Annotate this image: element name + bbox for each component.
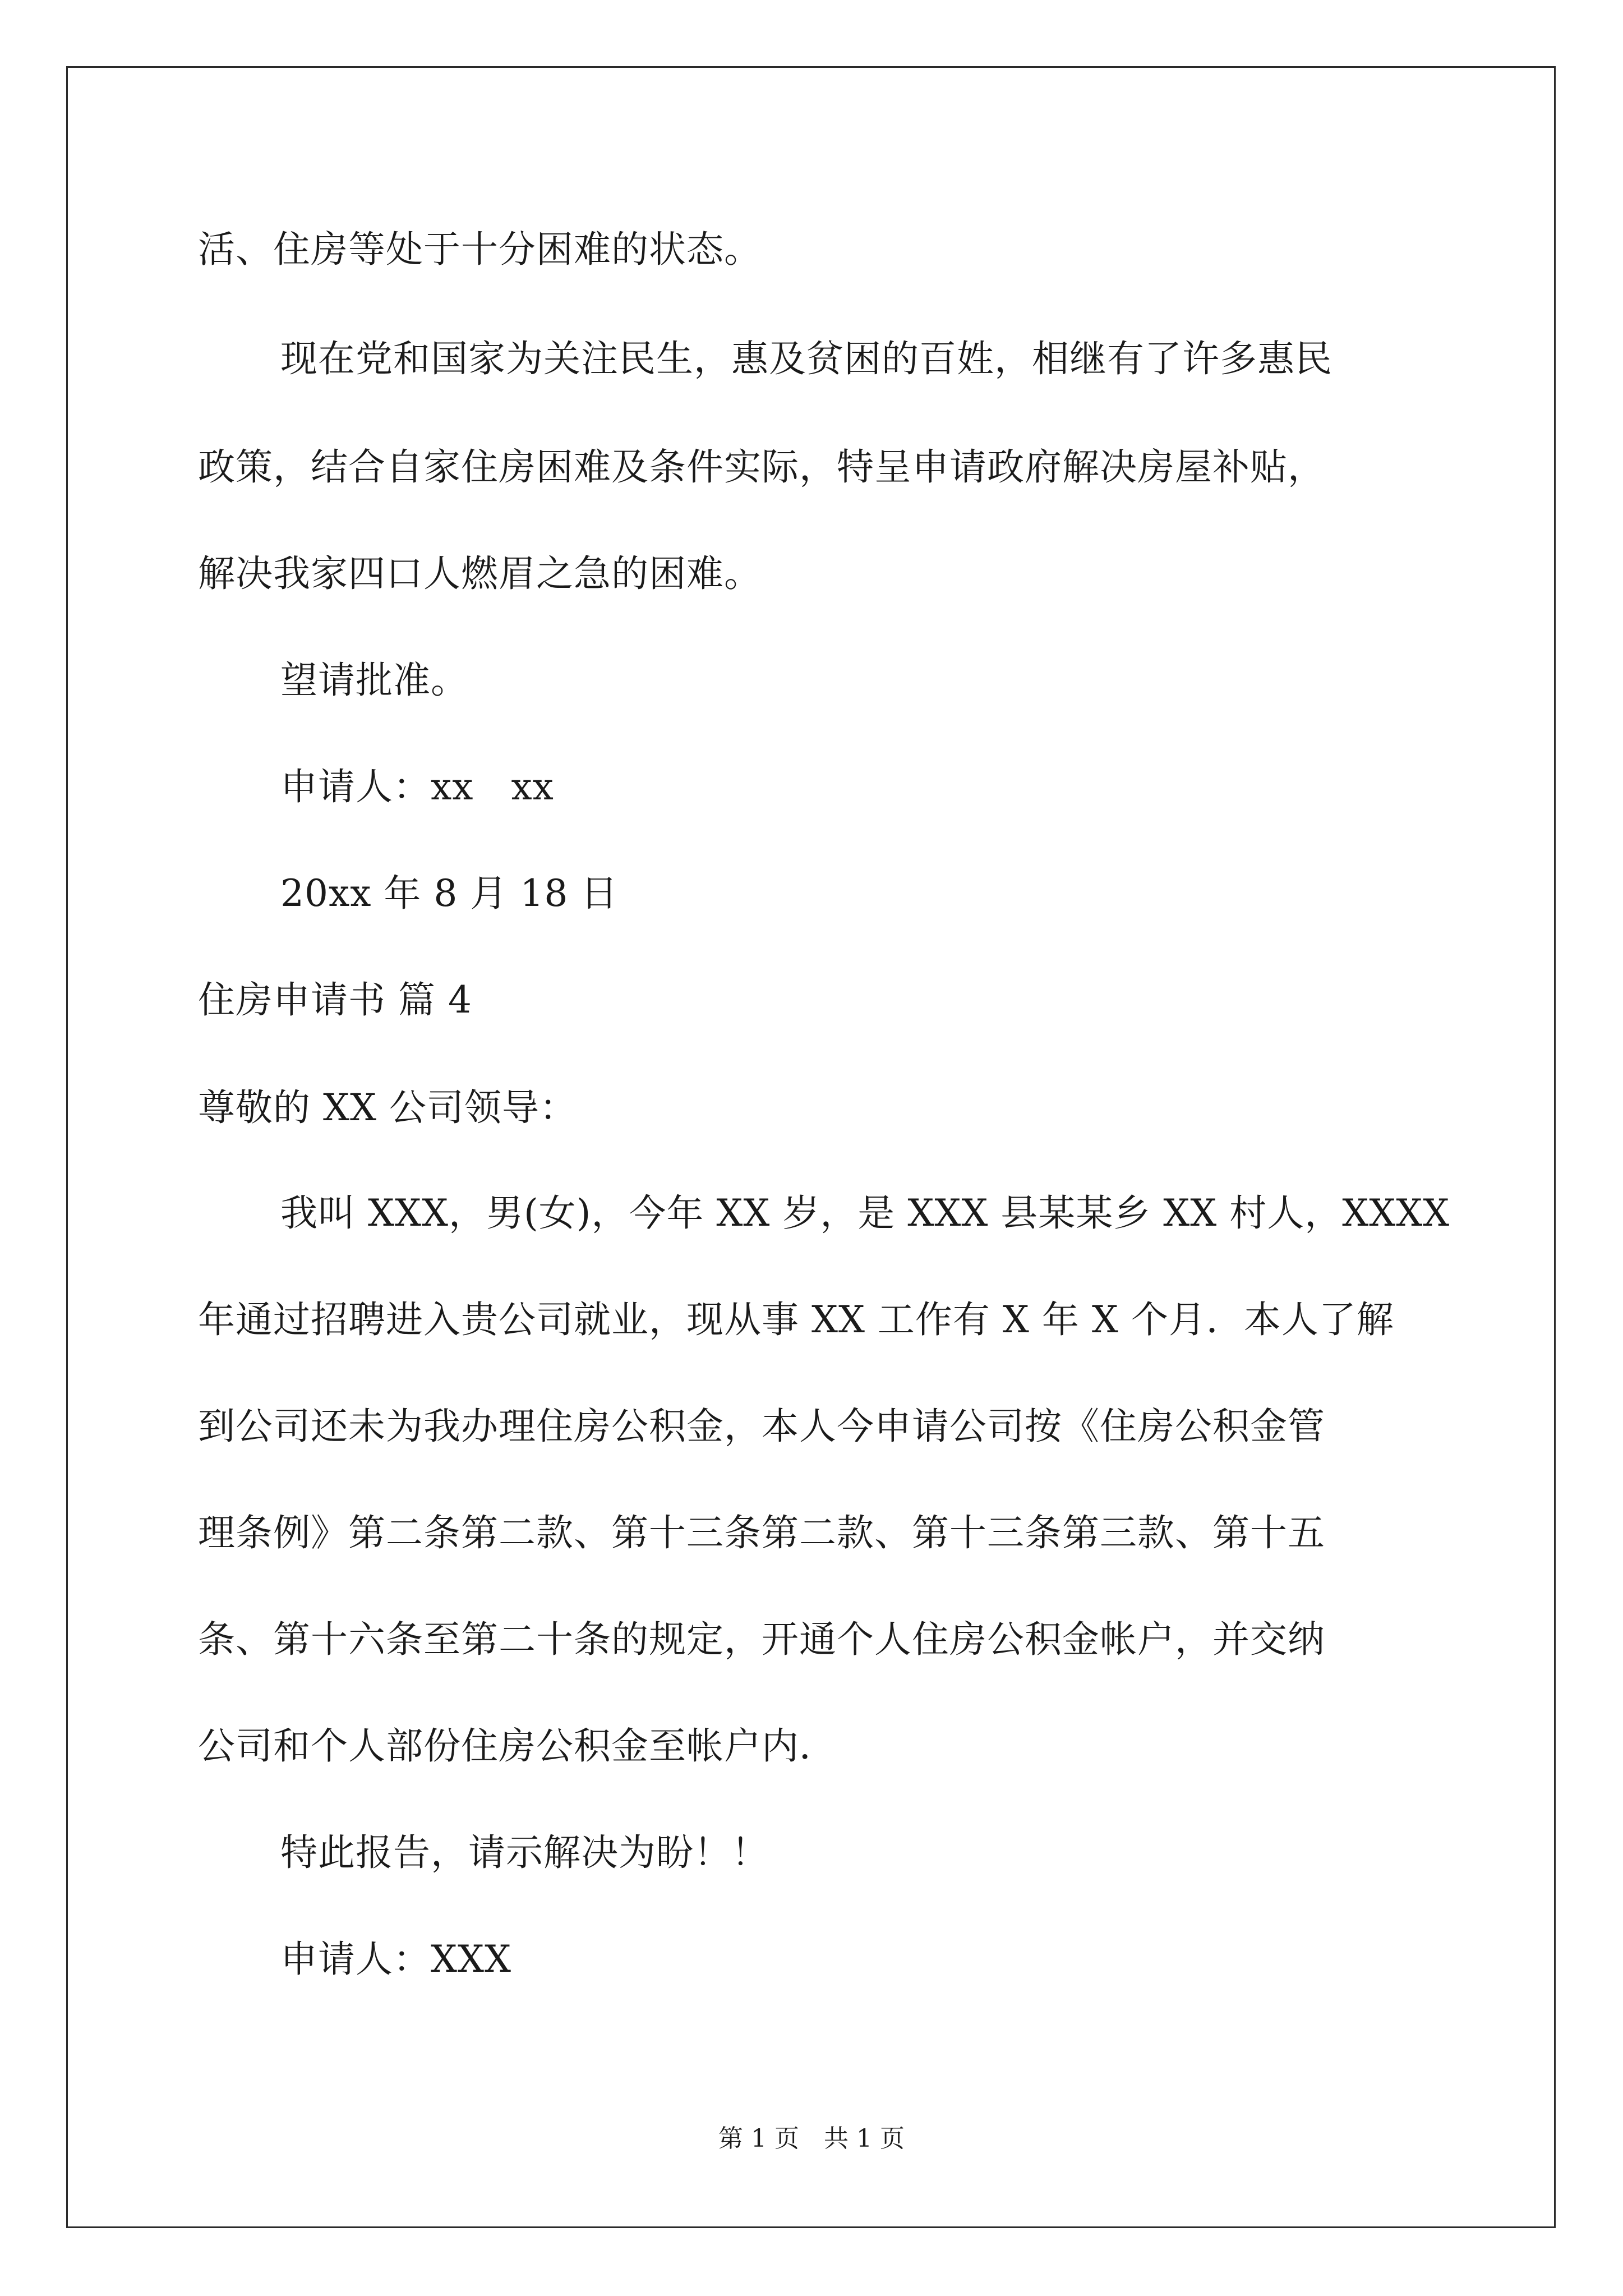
body-line-6: 年通过招聘进入贵公司就业，现从事 XX 工作有 X 年 X 个月．本人了解 xyxy=(198,1298,1394,1341)
body-line-2: 现在党和国家为关注民生，惠及贫困的百姓，相继有了许多惠民 xyxy=(280,337,1332,380)
applicant-line: 申请人：xx xx xyxy=(280,765,554,808)
salutation: 尊敬的 XX 公司领导： xyxy=(198,1086,577,1129)
body-line-9: 条、第十六条至第二十条的规定，开通个人住房公积金帐户，并交纳 xyxy=(198,1618,1325,1661)
body-line-1: 活、住房等处于十分困难的状态。 xyxy=(198,228,762,271)
section-heading: 住房申请书 篇 4 xyxy=(198,978,472,1022)
body-line-8: 理条例》第二条第二款、第十三条第二款、第十三条第三款、第十五 xyxy=(198,1511,1325,1554)
applicant-signature: 申请人：XXX xyxy=(280,1938,511,1981)
body-line-3: 政策，结合自家住房困难及条件实际，特呈申请政府解决房屋补贴， xyxy=(198,445,1325,489)
body-line-10: 公司和个人部份住房公积金至帐户内． xyxy=(198,1724,837,1768)
body-line-7: 到公司还未为我办理住房公积金，本人今申请公司按《住房公积金管 xyxy=(198,1405,1325,1448)
body-line-4: 解决我家四口人燃眉之急的困难。 xyxy=(198,552,762,595)
body-line-5: 我叫 XXX，男(女)，今年 XX 岁，是 XXX 县某某乡 XX 村人，XXXX xyxy=(280,1191,1450,1235)
closing-line: 特此报告，请示解决为盼！！ xyxy=(280,1831,769,1874)
date-line: 20xx 年 8 月 18 日 xyxy=(280,872,619,915)
page-number-footer: 第 1 页 共 1 页 xyxy=(718,2124,905,2153)
page-border xyxy=(66,66,1556,2228)
approval-request: 望请批准。 xyxy=(280,659,468,702)
